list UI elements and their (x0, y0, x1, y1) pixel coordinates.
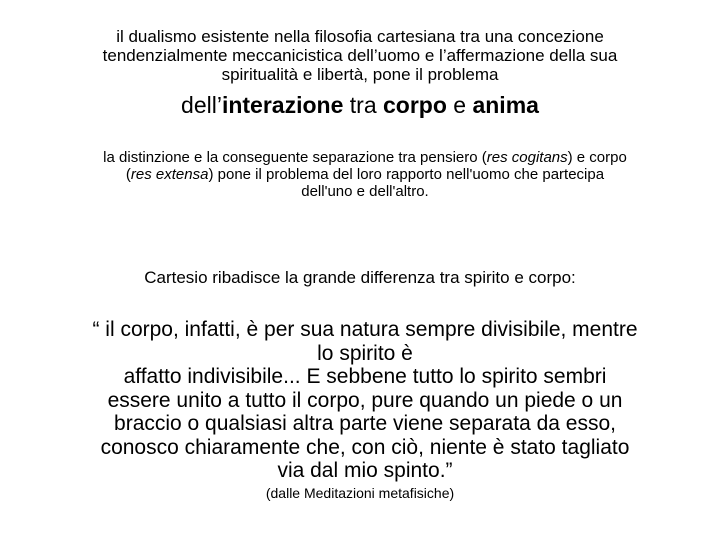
quote (40, 318, 690, 483)
distinction-line (40, 149, 690, 166)
res-extensa-term: res extensa (130, 166, 209, 183)
distinction-paragraph (40, 149, 690, 200)
quote-source: (dalle Meditazioni metafisiche) (265, 485, 455, 501)
distinction-line: dell'uno e dell'altro. (301, 183, 429, 200)
heading-mid: tra (343, 92, 383, 118)
distinction-text: la distinzione e la conseguente separazione tra pensiero ( (103, 149, 487, 166)
distinction-text: ) pone il problema del loro rapporto nell'uomo che partecipa (208, 166, 605, 183)
intro-line: tendenzialmente meccanicistica dell’uomo e l’affermazione della sua (102, 46, 618, 65)
heading-pre: dell’ (181, 92, 222, 118)
quote-line: braccio o qualsiasi altra parte viene separata da esso, (114, 412, 616, 435)
heading-interazione: interazione (221, 92, 344, 118)
intro-line: spiritualità e libertà, pone il problema (221, 65, 499, 84)
quote-line: “ il corpo, infatti, è per sua natura sempre divisibile, mentre (92, 318, 638, 341)
distinction-line (40, 166, 690, 183)
quote-line: via dal mio spinto.” (277, 459, 453, 482)
distinction-text: ( (125, 166, 131, 183)
quote-line: essere unito a tutto il corpo, pure quando un piede o un (107, 388, 623, 412)
heading-corpo: corpo (383, 92, 447, 118)
quote-line: conosco chiaramente che, con ciò, niente è stato tagliato (100, 435, 630, 459)
res-cogitans-term: res cogitans (486, 149, 568, 166)
heading-mid2: e (446, 92, 473, 118)
distinction-text: ) e corpo (567, 149, 627, 166)
heading (0, 92, 720, 118)
intro-line: il dualismo esistente nella filosofia cartesiana tra una concezione (116, 27, 604, 46)
quote-line: lo spirito è (317, 341, 413, 365)
statement: Cartesio ribadisce la grande differenza tra spirito e corpo: (144, 268, 576, 287)
heading-anima: anima (472, 92, 539, 118)
quote-line: affatto indivisibile... E sebbene tutto lo spirito sembri (123, 365, 607, 388)
intro-paragraph (40, 27, 680, 84)
